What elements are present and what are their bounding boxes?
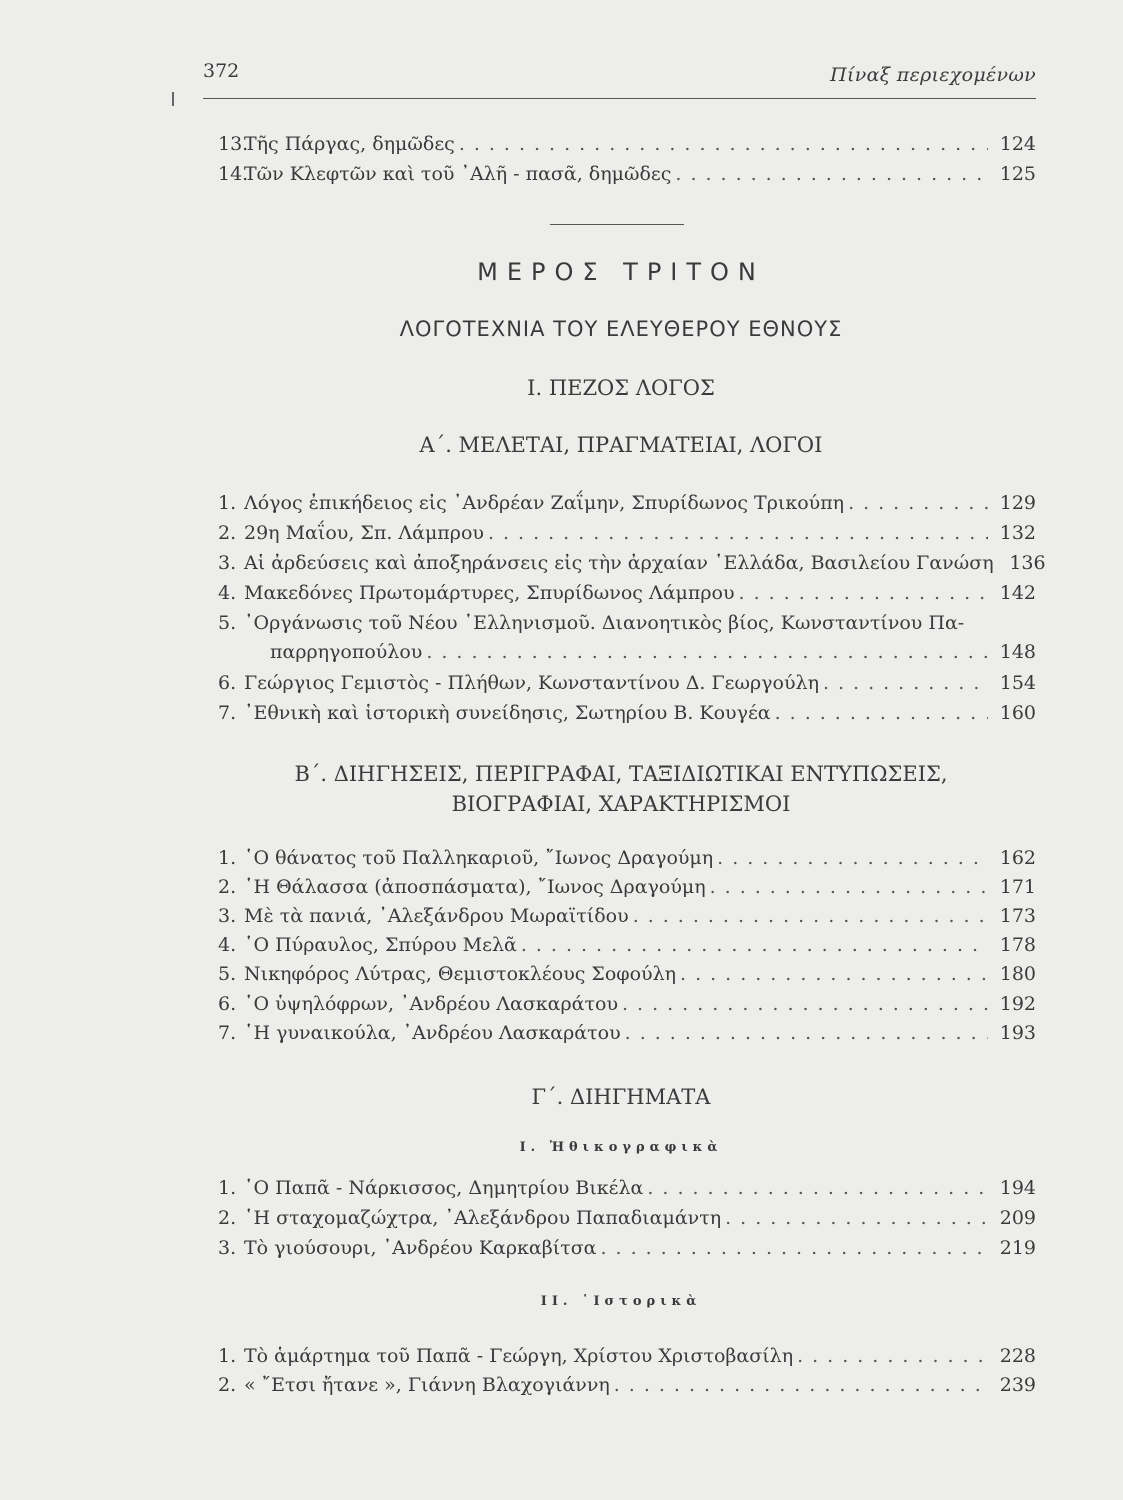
entry-number: 1. xyxy=(218,492,237,514)
entry-number: 6. xyxy=(218,672,237,694)
subsection-heading-b-line1: Β΄. ΔΙΗΓΗΣΕΙΣ, ΠΕΡΙΓΡΑΦΑΙ, ΤΑΞΙΔΙΩΤΙΚΑΙ ΕΝΤΥΠΩΣΕΙΣ, xyxy=(294,762,948,786)
toc-entry xyxy=(218,522,1036,544)
dot-leader xyxy=(633,905,988,927)
dot-leader xyxy=(622,993,988,1015)
entry-page: 171 xyxy=(999,876,1036,898)
dot-leader xyxy=(426,641,988,663)
entry-number: 3. xyxy=(218,905,237,927)
part-subtitle: ΛΟΓΟΤΕΧΝΙΑ ΤΟΥ ΕΛΕΥΘΕΡΟΥ ΕΘΝΟΥΣ xyxy=(399,317,843,341)
entry-number: 6. xyxy=(218,993,237,1015)
entry-page: 154 xyxy=(999,672,1036,694)
entry-page: 239 xyxy=(999,1374,1036,1396)
dot-leader xyxy=(675,163,988,185)
dot-leader xyxy=(823,672,988,694)
entry-title: Τῶν Κλεφτῶν καὶ τοῦ ᾿Αλῆ - πασᾶ, δημῶδες xyxy=(244,163,672,185)
page-number: 372 xyxy=(203,60,240,82)
toc-entry xyxy=(218,672,1036,694)
dot-leader xyxy=(725,1207,988,1229)
entry-number: 3. xyxy=(218,552,237,574)
section-heading: Ι. ΠΕΖΟΣ ΛΟΓΟΣ xyxy=(527,376,715,400)
entry-page: 162 xyxy=(999,847,1036,869)
part-title: ΜΕΡΟΣ ΤΡΙΤΟΝ xyxy=(477,258,765,286)
toc-entry xyxy=(218,612,1036,634)
toc-entry xyxy=(218,934,1036,956)
toc-entry-continuation xyxy=(218,641,1036,663)
toc-entry xyxy=(218,133,1036,155)
dot-leader xyxy=(647,1177,988,1199)
toc-entry xyxy=(218,702,1036,724)
entry-number: 3. xyxy=(218,1237,237,1259)
entry-title: Νικηφόρος Λύτρας, Θεμιστοκλέους Σοφούλη xyxy=(244,963,677,985)
entry-page: 160 xyxy=(999,702,1036,724)
entry-number: 14. xyxy=(218,163,249,185)
entry-title: 29η Μαΐου, Σπ. Λάμπρου xyxy=(244,522,484,544)
entry-title: Μακεδόνες Πρωτομάρτυρες, Σπυρίδωνος Λάμπρου xyxy=(244,582,735,604)
entry-page: 193 xyxy=(999,1022,1036,1044)
entry-title: Μὲ τὰ πανιά, ᾿Αλεξάνδρου Μωραϊτίδου xyxy=(244,905,629,927)
entry-number: 1. xyxy=(218,1177,237,1199)
entry-page: 219 xyxy=(999,1237,1036,1259)
toc-entry xyxy=(218,552,1046,574)
entry-title: ῾Ο Παπᾶ - Νάρκισσος, Δημητρίου Βικέλα xyxy=(244,1177,644,1199)
entry-number: 1. xyxy=(218,1345,237,1367)
entry-title: Τῆς Πάργας, δημῶδες xyxy=(244,133,455,155)
entry-number: 2. xyxy=(218,1374,237,1396)
entry-number: 4. xyxy=(218,582,237,604)
dot-leader xyxy=(459,133,988,155)
entry-page: 132 xyxy=(999,522,1036,544)
dot-leader xyxy=(739,582,988,604)
toc-entry xyxy=(218,1345,1036,1367)
subsection-heading-b-line2: ΒΙΟΓΡΑΦΙΑΙ, ΧΑΡΑΚΤΗΡΙΣΜΟΙ xyxy=(451,792,791,816)
dot-leader xyxy=(797,1345,988,1367)
page-header xyxy=(203,58,1036,99)
entry-number: 2. xyxy=(218,876,237,898)
entry-page: 178 xyxy=(999,934,1036,956)
dot-leader xyxy=(614,1374,988,1396)
subheading-istorika: ΙΙ. ῾Ιστορικὰ xyxy=(540,1294,702,1309)
entry-title: Γεώργιος Γεμιστὸς - Πλήθων, Κωνσταντίνου Δ. Γεωργούλη xyxy=(244,672,819,694)
toc-entry xyxy=(218,963,1036,985)
toc-entry xyxy=(218,1374,1036,1396)
dot-leader xyxy=(775,702,988,724)
entry-number: 5. xyxy=(218,612,237,634)
margin-mark xyxy=(172,92,174,106)
entry-page: 124 xyxy=(999,133,1036,155)
subheading-ethikografika: Ι. Ἠθικογραφικὰ xyxy=(519,1140,723,1155)
dot-leader xyxy=(488,522,988,544)
entry-page: 228 xyxy=(999,1345,1036,1367)
toc-entry xyxy=(218,582,1036,604)
dot-leader xyxy=(601,1237,988,1259)
entry-number: 4. xyxy=(218,934,237,956)
toc-entry xyxy=(218,993,1036,1015)
entry-page: 173 xyxy=(999,905,1036,927)
entry-number: 2. xyxy=(218,522,237,544)
toc-entry xyxy=(218,847,1036,869)
entry-page: 125 xyxy=(999,163,1036,185)
toc-entry xyxy=(218,876,1036,898)
entry-number: 7. xyxy=(218,702,237,724)
entry-title: ῾Η Θάλασσα (ἀποσπάσματα), ῎Ιωνος Δραγούμη xyxy=(244,876,706,898)
subsection-heading-c: Γ΄. ΔΙΗΓΗΜΑΤΑ xyxy=(531,1085,711,1109)
entry-page: 142 xyxy=(999,582,1036,604)
toc-entry xyxy=(218,1207,1036,1229)
entry-title: ᾿Οργάνωσις τοῦ Νέου ῾Ελληνισμοῦ. Διανοητικὸς βίος, Κωνσταντίνου Πα- xyxy=(244,612,965,634)
entry-number: 13. xyxy=(218,133,249,155)
entry-title-continuation: παρρηγοπούλου xyxy=(270,641,423,663)
entry-page: 209 xyxy=(999,1207,1036,1229)
entry-title: ῾Ο Πύραυλος, Σπύρου Μελᾶ xyxy=(244,934,517,956)
entry-page: 180 xyxy=(999,963,1036,985)
entry-title: Λόγος ἐπικήδειος εἰς ᾿Ανδρέαν Ζαΐμην, Σπυρίδωνος Τρικούπη xyxy=(244,492,845,514)
dot-leader xyxy=(680,963,988,985)
entry-title: ῾Ο θάνατος τοῦ Παλληκαριοῦ, ῎Ιωνος Δραγούμη xyxy=(244,847,714,869)
entry-title: « ῎Ετσι ἤτανε », Γιάννη Βλαχογιάννη xyxy=(244,1374,610,1396)
entry-title: Αἱ ἀρδεύσεις καὶ ἀποξηράνσεις εἰς τὴν ἀρχαίαν ῾Ελλάδα, Βασιλείου Γανώση xyxy=(244,552,994,574)
toc-entry xyxy=(218,492,1036,514)
entry-title: Τὸ ἁμάρτημα τοῦ Παπᾶ - Γεώργη, Χρίστου Χριστοβασίλη xyxy=(244,1345,794,1367)
dot-leader xyxy=(717,847,988,869)
entry-number: 2. xyxy=(218,1207,237,1229)
toc-entry xyxy=(218,1177,1036,1199)
entry-title: Τὸ γιούσουρι, ᾿Ανδρέου Καρκαβίτσα xyxy=(244,1237,597,1259)
entry-page: 136 xyxy=(1009,552,1046,574)
entry-title: ᾿Εθνικὴ καὶ ἱστορικὴ συνείδησις, Σωτηρίου Β. Κουγέα xyxy=(244,702,771,724)
subsection-heading-a: Α΄. ΜΕΛΕΤΑΙ, ΠΡΑΓΜΑΤΕΙΑΙ, ΛΟΓΟΙ xyxy=(419,433,823,457)
toc-entry xyxy=(218,1022,1036,1044)
toc-entry xyxy=(218,163,1036,185)
toc-entry xyxy=(218,1237,1036,1259)
entry-page: 194 xyxy=(999,1177,1036,1199)
section-divider xyxy=(550,224,684,225)
toc-entry xyxy=(218,905,1036,927)
entry-page: 192 xyxy=(999,993,1036,1015)
dot-leader xyxy=(625,1022,988,1044)
entry-page: 129 xyxy=(999,492,1036,514)
entry-title: ῾Η σταχομαζώχτρα, ᾿Αλεξάνδρου Παπαδιαμάντη xyxy=(244,1207,722,1229)
dot-leader xyxy=(521,934,988,956)
entry-title: ῾Η γυναικούλα, ᾿Ανδρέου Λασκαράτου xyxy=(244,1022,621,1044)
running-title: Πίναξ περιεχομένων xyxy=(830,64,1036,86)
entry-number: 1. xyxy=(218,847,237,869)
entry-title: ῾Ο ὑψηλόφρων, ᾿Ανδρέου Λασκαράτου xyxy=(244,993,619,1015)
dot-leader xyxy=(710,876,988,898)
entry-number: 5. xyxy=(218,963,237,985)
entry-number: 7. xyxy=(218,1022,237,1044)
dot-leader xyxy=(848,492,988,514)
entry-page: 148 xyxy=(999,641,1036,663)
